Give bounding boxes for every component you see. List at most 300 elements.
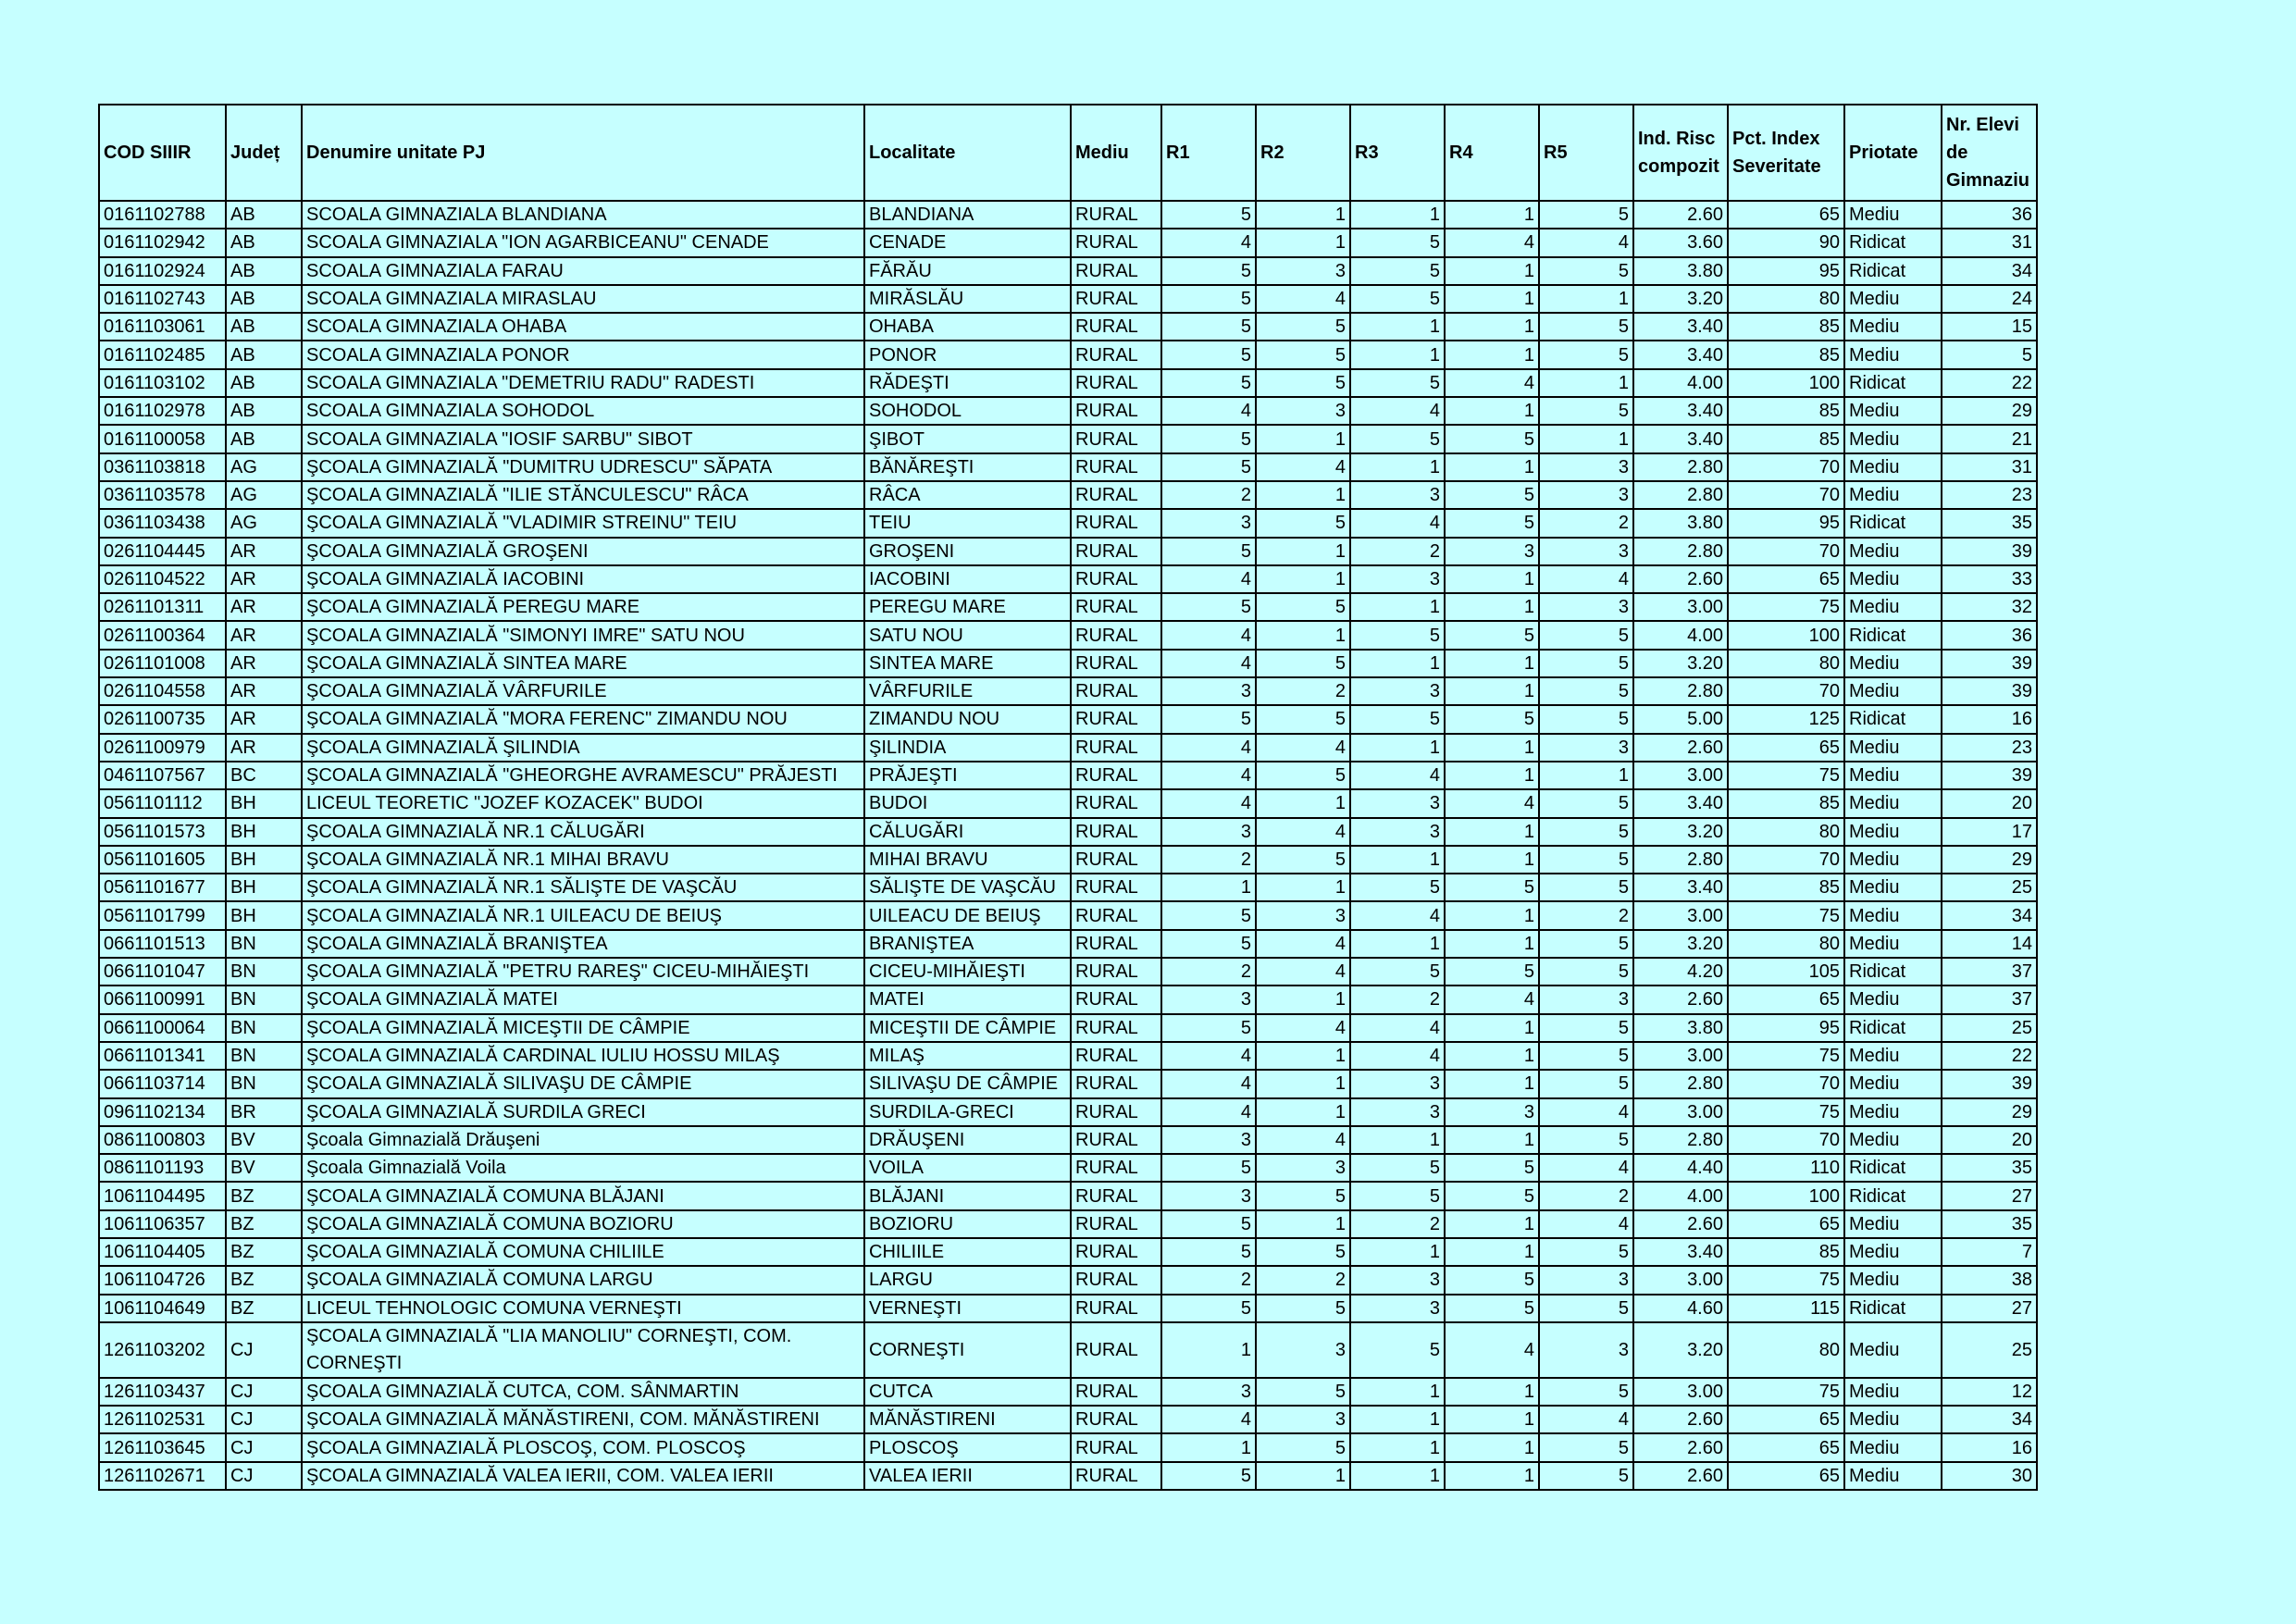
cell-r4: 5 [1445, 1266, 1539, 1294]
cell-r3: 5 [1350, 874, 1445, 901]
cell-localitate: CICEU-MIHĂIEŞTI [864, 958, 1071, 986]
cell-pct-index: 85 [1728, 789, 1844, 817]
cell-nr-elevi: 34 [1942, 257, 2037, 285]
cell-r4: 1 [1445, 734, 1539, 762]
cell-denumire: ŞCOALA GIMNAZIALĂ SURDILA GRECI [302, 1098, 864, 1126]
cell-ind-risc: 3.00 [1633, 901, 1728, 929]
cell-r3: 1 [1350, 1378, 1445, 1406]
cell-nr-elevi: 25 [1942, 874, 2037, 901]
cell-r5: 5 [1539, 1014, 1633, 1042]
cell-judet: CJ [226, 1378, 302, 1406]
cell-nr-elevi: 34 [1942, 1406, 2037, 1433]
cell-denumire: ŞCOALA GIMNAZIALĂ MICEŞTII DE CÂMPIE [302, 1014, 864, 1042]
cell-r3: 3 [1350, 677, 1445, 705]
cell-judet: AB [226, 341, 302, 368]
cell-r4: 1 [1445, 313, 1539, 341]
cell-r2: 4 [1256, 734, 1350, 762]
cell-localitate: SINTEA MARE [864, 650, 1071, 677]
cell-cod-siiir: 0161102485 [99, 341, 226, 368]
cell-judet: BZ [226, 1210, 302, 1238]
cell-r5: 1 [1539, 425, 1633, 452]
cell-r1: 5 [1161, 257, 1256, 285]
cell-prioritate: Ridicat [1844, 229, 1942, 256]
cell-prioritate: Mediu [1844, 538, 1942, 565]
cell-r2: 5 [1256, 1295, 1350, 1322]
cell-localitate: BLANDIANA [864, 201, 1071, 229]
col-header-mediu: Mediu [1071, 105, 1161, 201]
cell-localitate: LARGU [864, 1266, 1071, 1294]
cell-judet: BV [226, 1154, 302, 1182]
cell-r3: 2 [1350, 1210, 1445, 1238]
cell-ind-risc: 4.60 [1633, 1295, 1728, 1322]
cell-nr-elevi: 39 [1942, 650, 2037, 677]
cell-mediu: RURAL [1071, 901, 1161, 929]
cell-nr-elevi: 20 [1942, 789, 2037, 817]
cell-r1: 4 [1161, 1098, 1256, 1126]
cell-denumire: SCOALA GIMNAZIALA "ION AGARBICEANU" CENADE [302, 229, 864, 256]
cell-mediu: RURAL [1071, 229, 1161, 256]
cell-denumire: ŞCOALA GIMNAZIALĂ NR.1 SĂLIŞTE DE VAŞCĂU [302, 874, 864, 901]
cell-cod-siiir: 0561101573 [99, 818, 226, 846]
cell-r4: 5 [1445, 874, 1539, 901]
cell-r4: 1 [1445, 1462, 1539, 1490]
cell-r4: 1 [1445, 930, 1539, 958]
cell-prioritate: Mediu [1844, 201, 1942, 229]
cell-denumire: ŞCOALA GIMNAZIALĂ COMUNA BOZIORU [302, 1210, 864, 1238]
cell-mediu: RURAL [1071, 846, 1161, 874]
table-row [99, 229, 2037, 256]
cell-prioritate: Mediu [1844, 565, 1942, 593]
cell-pct-index: 65 [1728, 1406, 1844, 1433]
cell-denumire: LICEUL TEHNOLOGIC COMUNA VERNEŞTI [302, 1295, 864, 1322]
cell-localitate: PONOR [864, 341, 1071, 368]
cell-localitate: PEREGU MARE [864, 593, 1071, 621]
cell-judet: CJ [226, 1433, 302, 1461]
cell-r5: 5 [1539, 313, 1633, 341]
cell-denumire: SCOALA GIMNAZIALA SOHODOL [302, 397, 864, 425]
cell-judet: AR [226, 650, 302, 677]
col-header-denumire: Denumire unitate PJ [302, 105, 864, 201]
cell-r3: 3 [1350, 1295, 1445, 1322]
cell-denumire: ŞCOALA GIMNAZIALĂ SILIVAŞU DE CÂMPIE [302, 1070, 864, 1097]
cell-r2: 3 [1256, 397, 1350, 425]
cell-r4: 5 [1445, 481, 1539, 509]
cell-r4: 5 [1445, 509, 1539, 537]
cell-r4: 1 [1445, 762, 1539, 789]
cell-nr-elevi: 36 [1942, 621, 2037, 649]
cell-r5: 3 [1539, 1266, 1633, 1294]
cell-ind-risc: 2.60 [1633, 1433, 1728, 1461]
cell-ind-risc: 3.00 [1633, 762, 1728, 789]
cell-localitate: PLOSCOŞ [864, 1433, 1071, 1461]
cell-r2: 5 [1256, 846, 1350, 874]
cell-r3: 4 [1350, 397, 1445, 425]
cell-nr-elevi: 23 [1942, 481, 2037, 509]
cell-r3: 3 [1350, 1098, 1445, 1126]
cell-r4: 1 [1445, 201, 1539, 229]
cell-pct-index: 65 [1728, 1433, 1844, 1461]
cell-cod-siiir: 1061104649 [99, 1295, 226, 1322]
cell-r4: 1 [1445, 341, 1539, 368]
table-row [99, 1266, 2037, 1294]
cell-mediu: RURAL [1071, 509, 1161, 537]
cell-r3: 5 [1350, 958, 1445, 986]
cell-judet: BZ [226, 1266, 302, 1294]
cell-r4: 1 [1445, 846, 1539, 874]
cell-localitate: RĂDEŞTI [864, 369, 1071, 397]
table-row [99, 369, 2037, 397]
cell-nr-elevi: 39 [1942, 762, 2037, 789]
cell-r5: 5 [1539, 1433, 1633, 1461]
cell-localitate: MĂNĂSTIRENI [864, 1406, 1071, 1433]
cell-mediu: RURAL [1071, 481, 1161, 509]
cell-localitate: IACOBINI [864, 565, 1071, 593]
cell-denumire: ŞCOALA GIMNAZIALĂ NR.1 UILEACU DE BEIUŞ [302, 901, 864, 929]
cell-prioritate: Mediu [1844, 285, 1942, 313]
cell-pct-index: 65 [1728, 1462, 1844, 1490]
cell-r3: 5 [1350, 1322, 1445, 1378]
cell-judet: CJ [226, 1462, 302, 1490]
cell-prioritate: Mediu [1844, 1378, 1942, 1406]
table-row [99, 1238, 2037, 1266]
cell-pct-index: 80 [1728, 285, 1844, 313]
table-row [99, 762, 2037, 789]
cell-mediu: RURAL [1071, 789, 1161, 817]
cell-pct-index: 80 [1728, 930, 1844, 958]
cell-r3: 5 [1350, 369, 1445, 397]
cell-nr-elevi: 20 [1942, 1126, 2037, 1154]
schools-table [98, 104, 2038, 1491]
cell-pct-index: 110 [1728, 1154, 1844, 1182]
cell-r2: 1 [1256, 874, 1350, 901]
cell-ind-risc: 3.20 [1633, 285, 1728, 313]
cell-r2: 1 [1256, 789, 1350, 817]
cell-pct-index: 65 [1728, 986, 1844, 1013]
cell-nr-elevi: 23 [1942, 734, 2037, 762]
cell-r2: 5 [1256, 509, 1350, 537]
cell-r4: 1 [1445, 901, 1539, 929]
cell-r2: 2 [1256, 677, 1350, 705]
table-row [99, 565, 2037, 593]
cell-r1: 4 [1161, 789, 1256, 817]
cell-pct-index: 85 [1728, 397, 1844, 425]
cell-mediu: RURAL [1071, 1126, 1161, 1154]
cell-r1: 4 [1161, 397, 1256, 425]
table-row [99, 677, 2037, 705]
cell-nr-elevi: 35 [1942, 1210, 2037, 1238]
cell-cod-siiir: 0161102978 [99, 397, 226, 425]
cell-nr-elevi: 39 [1942, 677, 2037, 705]
table-row [99, 1126, 2037, 1154]
cell-localitate: VOILA [864, 1154, 1071, 1182]
cell-mediu: RURAL [1071, 1378, 1161, 1406]
cell-r4: 1 [1445, 1433, 1539, 1461]
cell-denumire: ŞCOALA GIMNAZIALĂ PEREGU MARE [302, 593, 864, 621]
cell-r4: 4 [1445, 369, 1539, 397]
cell-r3: 1 [1350, 1238, 1445, 1266]
cell-r3: 1 [1350, 593, 1445, 621]
cell-prioritate: Mediu [1844, 1070, 1942, 1097]
cell-mediu: RURAL [1071, 1070, 1161, 1097]
cell-judet: BZ [226, 1182, 302, 1209]
cell-r1: 5 [1161, 705, 1256, 733]
cell-mediu: RURAL [1071, 1295, 1161, 1322]
cell-r1: 5 [1161, 593, 1256, 621]
cell-localitate: SURDILA-GRECI [864, 1098, 1071, 1126]
cell-mediu: RURAL [1071, 1098, 1161, 1126]
cell-r3: 5 [1350, 257, 1445, 285]
cell-ind-risc: 2.80 [1633, 846, 1728, 874]
table-row [99, 1295, 2037, 1322]
cell-r1: 2 [1161, 481, 1256, 509]
cell-r4: 1 [1445, 593, 1539, 621]
cell-r2: 3 [1256, 257, 1350, 285]
cell-cod-siiir: 1061104495 [99, 1182, 226, 1209]
cell-pct-index: 80 [1728, 650, 1844, 677]
cell-localitate: TEIU [864, 509, 1071, 537]
cell-r2: 4 [1256, 958, 1350, 986]
table-row [99, 621, 2037, 649]
cell-r2: 4 [1256, 818, 1350, 846]
cell-ind-risc: 3.00 [1633, 1098, 1728, 1126]
cell-r5: 5 [1539, 650, 1633, 677]
cell-r5: 2 [1539, 901, 1633, 929]
cell-r3: 3 [1350, 1266, 1445, 1294]
table-row [99, 1098, 2037, 1126]
cell-mediu: RURAL [1071, 1238, 1161, 1266]
cell-pct-index: 85 [1728, 341, 1844, 368]
cell-r3: 4 [1350, 509, 1445, 537]
cell-judet: AB [226, 313, 302, 341]
cell-denumire: ŞCOALA GIMNAZIALĂ GROŞENI [302, 538, 864, 565]
cell-r1: 4 [1161, 565, 1256, 593]
table-row [99, 538, 2037, 565]
cell-prioritate: Mediu [1844, 1126, 1942, 1154]
cell-r1: 4 [1161, 762, 1256, 789]
cell-localitate: MIHAI BRAVU [864, 846, 1071, 874]
cell-pct-index: 85 [1728, 313, 1844, 341]
cell-prioritate: Ridicat [1844, 958, 1942, 986]
cell-mediu: RURAL [1071, 285, 1161, 313]
cell-r2: 5 [1256, 1238, 1350, 1266]
cell-judet: BR [226, 1098, 302, 1126]
cell-pct-index: 90 [1728, 229, 1844, 256]
table-row [99, 1433, 2037, 1461]
cell-ind-risc: 2.80 [1633, 538, 1728, 565]
cell-judet: BZ [226, 1238, 302, 1266]
cell-r4: 5 [1445, 621, 1539, 649]
cell-ind-risc: 2.60 [1633, 1210, 1728, 1238]
cell-pct-index: 75 [1728, 593, 1844, 621]
cell-denumire: ŞCOALA GIMNAZIALĂ IACOBINI [302, 565, 864, 593]
cell-ind-risc: 2.60 [1633, 986, 1728, 1013]
cell-mediu: RURAL [1071, 930, 1161, 958]
table-row [99, 958, 2037, 986]
table-row [99, 818, 2037, 846]
cell-localitate: DRĂUŞENI [864, 1126, 1071, 1154]
cell-prioritate: Ridicat [1844, 369, 1942, 397]
cell-r1: 5 [1161, 1295, 1256, 1322]
cell-r5: 5 [1539, 789, 1633, 817]
cell-r3: 4 [1350, 762, 1445, 789]
cell-r5: 5 [1539, 1070, 1633, 1097]
cell-nr-elevi: 37 [1942, 986, 2037, 1013]
cell-r5: 3 [1539, 986, 1633, 1013]
cell-r2: 1 [1256, 1070, 1350, 1097]
cell-r3: 3 [1350, 789, 1445, 817]
cell-mediu: RURAL [1071, 257, 1161, 285]
cell-denumire: ŞCOALA GIMNAZIALĂ NR.1 MIHAI BRAVU [302, 846, 864, 874]
cell-r5: 3 [1539, 453, 1633, 481]
cell-localitate: BRANIŞTEA [864, 930, 1071, 958]
cell-denumire: ŞCOALA GIMNAZIALĂ MATEI [302, 986, 864, 1013]
cell-judet: BH [226, 901, 302, 929]
cell-mediu: RURAL [1071, 453, 1161, 481]
cell-r5: 4 [1539, 229, 1633, 256]
cell-mediu: RURAL [1071, 201, 1161, 229]
cell-r1: 1 [1161, 874, 1256, 901]
cell-denumire: ŞCOALA GIMNAZIALĂ BRANIŞTEA [302, 930, 864, 958]
col-header-judet: Județ [226, 105, 302, 201]
cell-judet: BH [226, 789, 302, 817]
cell-denumire: ŞCOALA GIMNAZIALĂ NR.1 CĂLUGĂRI [302, 818, 864, 846]
cell-denumire: SCOALA GIMNAZIALA OHABA [302, 313, 864, 341]
cell-r2: 3 [1256, 901, 1350, 929]
cell-r1: 4 [1161, 650, 1256, 677]
cell-localitate: MICEŞTII DE CÂMPIE [864, 1014, 1071, 1042]
cell-prioritate: Mediu [1844, 1266, 1942, 1294]
cell-r4: 4 [1445, 789, 1539, 817]
cell-ind-risc: 3.20 [1633, 818, 1728, 846]
cell-cod-siiir: 1061104726 [99, 1266, 226, 1294]
cell-r3: 2 [1350, 538, 1445, 565]
cell-r1: 4 [1161, 621, 1256, 649]
cell-judet: BN [226, 986, 302, 1013]
cell-prioritate: Mediu [1844, 818, 1942, 846]
cell-denumire: Şcoala Gimnazială Voila [302, 1154, 864, 1182]
cell-localitate: CHILIILE [864, 1238, 1071, 1266]
cell-nr-elevi: 34 [1942, 901, 2037, 929]
cell-denumire: ŞCOALA GIMNAZIALĂ "ILIE STĂNCULESCU" RÂCA [302, 481, 864, 509]
cell-pct-index: 85 [1728, 425, 1844, 452]
cell-cod-siiir: 1261103202 [99, 1322, 226, 1378]
cell-denumire: ŞCOALA GIMNAZIALĂ "GHEORGHE AVRAMESCU" PRĂJESTI [302, 762, 864, 789]
cell-pct-index: 70 [1728, 677, 1844, 705]
cell-cod-siiir: 0361103578 [99, 481, 226, 509]
cell-r3: 2 [1350, 986, 1445, 1013]
cell-prioritate: Mediu [1844, 593, 1942, 621]
cell-denumire: ŞCOALA GIMNAZIALĂ "DUMITRU UDRESCU" SĂPATA [302, 453, 864, 481]
cell-localitate: UILEACU DE BEIUŞ [864, 901, 1071, 929]
cell-r5: 3 [1539, 1322, 1633, 1378]
cell-mediu: RURAL [1071, 1042, 1161, 1070]
cell-r5: 5 [1539, 930, 1633, 958]
cell-ind-risc: 3.00 [1633, 1042, 1728, 1070]
cell-mediu: RURAL [1071, 593, 1161, 621]
cell-mediu: RURAL [1071, 538, 1161, 565]
cell-ind-risc: 3.40 [1633, 789, 1728, 817]
cell-r3: 1 [1350, 453, 1445, 481]
cell-r2: 1 [1256, 538, 1350, 565]
cell-r5: 5 [1539, 1378, 1633, 1406]
cell-mediu: RURAL [1071, 958, 1161, 986]
table-row [99, 341, 2037, 368]
cell-localitate: MATEI [864, 986, 1071, 1013]
cell-denumire: Şcoala Gimnazială Drăuşeni [302, 1126, 864, 1154]
cell-r2: 1 [1256, 229, 1350, 256]
cell-nr-elevi: 29 [1942, 397, 2037, 425]
cell-r2: 5 [1256, 593, 1350, 621]
cell-ind-risc: 3.20 [1633, 930, 1728, 958]
cell-nr-elevi: 35 [1942, 1154, 2037, 1182]
cell-r3: 1 [1350, 650, 1445, 677]
cell-r5: 5 [1539, 397, 1633, 425]
cell-pct-index: 85 [1728, 874, 1844, 901]
cell-nr-elevi: 22 [1942, 1042, 2037, 1070]
cell-prioritate: Mediu [1844, 650, 1942, 677]
cell-cod-siiir: 1261103645 [99, 1433, 226, 1461]
cell-r1: 3 [1161, 986, 1256, 1013]
cell-judet: BN [226, 1014, 302, 1042]
cell-mediu: RURAL [1071, 565, 1161, 593]
cell-judet: BN [226, 1042, 302, 1070]
cell-denumire: ŞCOALA GIMNAZIALĂ COMUNA LARGU [302, 1266, 864, 1294]
cell-r1: 5 [1161, 538, 1256, 565]
cell-nr-elevi: 38 [1942, 1266, 2037, 1294]
cell-r5: 4 [1539, 1154, 1633, 1182]
cell-ind-risc: 4.40 [1633, 1154, 1728, 1182]
cell-r5: 3 [1539, 593, 1633, 621]
cell-r2: 3 [1256, 1322, 1350, 1378]
cell-ind-risc: 2.80 [1633, 1070, 1728, 1097]
table-row [99, 1378, 2037, 1406]
cell-r5: 5 [1539, 1238, 1633, 1266]
cell-r2: 1 [1256, 1098, 1350, 1126]
cell-pct-index: 70 [1728, 453, 1844, 481]
cell-r5: 4 [1539, 1098, 1633, 1126]
cell-cod-siiir: 0961102134 [99, 1098, 226, 1126]
cell-mediu: RURAL [1071, 734, 1161, 762]
cell-nr-elevi: 37 [1942, 958, 2037, 986]
cell-mediu: RURAL [1071, 986, 1161, 1013]
table-row [99, 874, 2037, 901]
cell-pct-index: 95 [1728, 1014, 1844, 1042]
cell-localitate: SOHODOL [864, 397, 1071, 425]
cell-prioritate: Mediu [1844, 874, 1942, 901]
cell-denumire: SCOALA GIMNAZIALA BLANDIANA [302, 201, 864, 229]
cell-r1: 3 [1161, 677, 1256, 705]
cell-pct-index: 115 [1728, 1295, 1844, 1322]
cell-ind-risc: 2.60 [1633, 1462, 1728, 1490]
cell-mediu: RURAL [1071, 1014, 1161, 1042]
cell-nr-elevi: 25 [1942, 1322, 2037, 1378]
cell-r4: 1 [1445, 565, 1539, 593]
cell-mediu: RURAL [1071, 1462, 1161, 1490]
table-row [99, 1406, 2037, 1433]
col-header-nr-elevi: Nr. Elevi de Gimnaziu [1942, 105, 2037, 201]
table-row [99, 650, 2037, 677]
table-row [99, 901, 2037, 929]
table-row [99, 1154, 2037, 1182]
cell-cod-siiir: 0261101008 [99, 650, 226, 677]
cell-cod-siiir: 0461107567 [99, 762, 226, 789]
cell-r2: 5 [1256, 650, 1350, 677]
cell-pct-index: 70 [1728, 1126, 1844, 1154]
cell-pct-index: 80 [1728, 1322, 1844, 1378]
cell-r3: 3 [1350, 481, 1445, 509]
cell-r1: 4 [1161, 1042, 1256, 1070]
cell-localitate: PRĂJEŞTI [864, 762, 1071, 789]
